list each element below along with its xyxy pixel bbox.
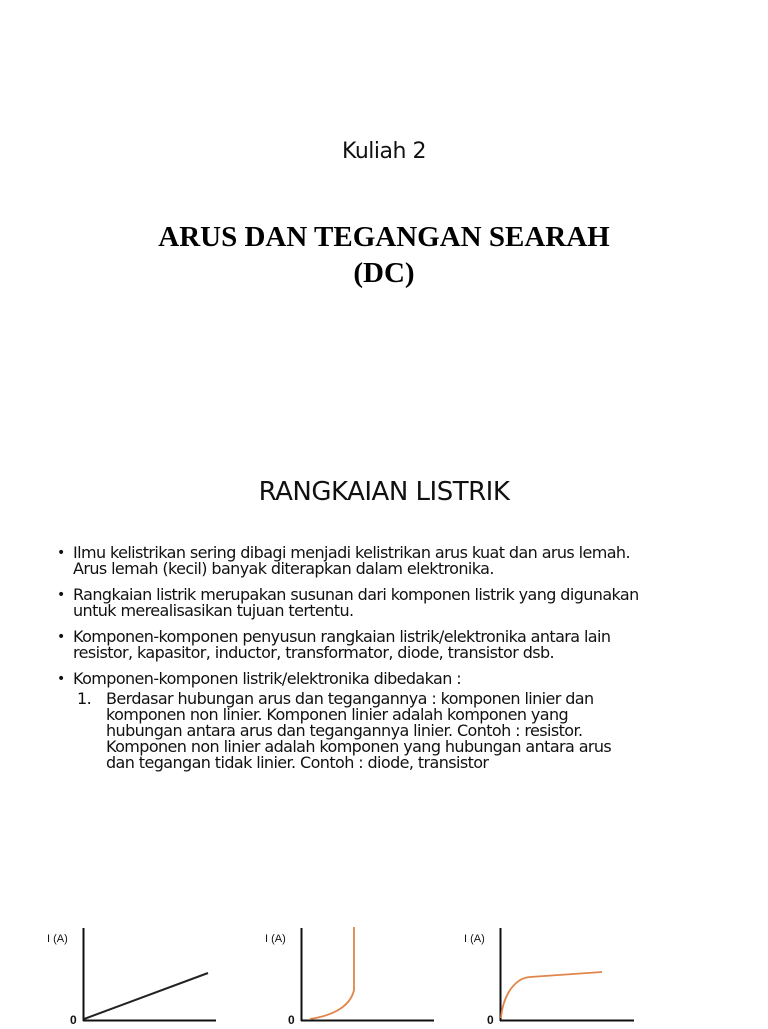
bullet-item <box>56 629 726 661</box>
content-slide <box>0 440 768 1024</box>
bullet-icon: • <box>57 629 65 645</box>
section-title: RANGKAIAN LISTRIK <box>258 477 510 507</box>
y-axis-label: I (A) <box>47 933 68 945</box>
bullet-text-line: untuk merealisasikan tujuan tertentu. <box>73 601 354 620</box>
bullet-text-line: resistor, kapasitor, inductor, transformator, diode, transistor dsb. <box>73 643 555 662</box>
bullet-icon: • <box>57 545 65 561</box>
numbered-text-line: Berdasar hubungan arus dan tegangannya : komponen linier dan <box>106 689 594 708</box>
origin-label: 0 <box>487 1013 494 1027</box>
numbered-text-line: hubungan antara arus dan tegangannya linier. Contoh : resistor. <box>106 721 583 740</box>
item-number: 1. <box>77 689 92 708</box>
numbered-text-line: dan tegangan tidak linier. Contoh : diode, transistor <box>106 753 489 772</box>
bullet-item <box>56 587 726 619</box>
numbered-text-line: komponen non linier. Komponen linier adalah komponen yang <box>106 705 569 724</box>
numbered-item <box>73 691 726 771</box>
numbered-text-line: Komponen non linier adalah komponen yang hubungan antara arus <box>106 737 612 756</box>
bullet-text-line: Ilmu kelistrikan sering dibagi menjadi kelistrikan arus kuat dan arus lemah. <box>73 543 630 562</box>
main-title-line-1: ARUS DAN TEGANGAN SEARAH <box>158 221 610 253</box>
bullet-text-line: Rangkaian listrik merupakan susunan dari komponen listrik yang digunakan <box>73 585 639 604</box>
bullet-list <box>56 545 726 781</box>
bullet-item <box>56 671 726 771</box>
origin-label: 0 <box>288 1013 295 1027</box>
bullet-text-line: Komponen-komponen listrik/elektronika dibedakan : <box>73 669 462 688</box>
bullet-icon: • <box>57 587 65 603</box>
lecture-subtitle: Kuliah 2 <box>342 139 426 164</box>
bullet-text-line: Arus lemah (kecil) banyak diterapkan dalam elektronika. <box>73 559 494 578</box>
bullet-icon: • <box>57 671 65 687</box>
y-axis-label: I (A) <box>464 933 485 945</box>
title-slide <box>0 0 768 420</box>
numbered-list <box>73 691 726 771</box>
origin-label: 0 <box>70 1013 77 1027</box>
main-title <box>0 219 768 291</box>
bullet-text-line: Komponen-komponen penyusun rangkaian listrik/elektronika antara lain <box>73 627 611 646</box>
main-title-line-2: (DC) <box>353 257 415 289</box>
bullet-item <box>56 545 726 577</box>
y-axis-label: I (A) <box>265 933 286 945</box>
